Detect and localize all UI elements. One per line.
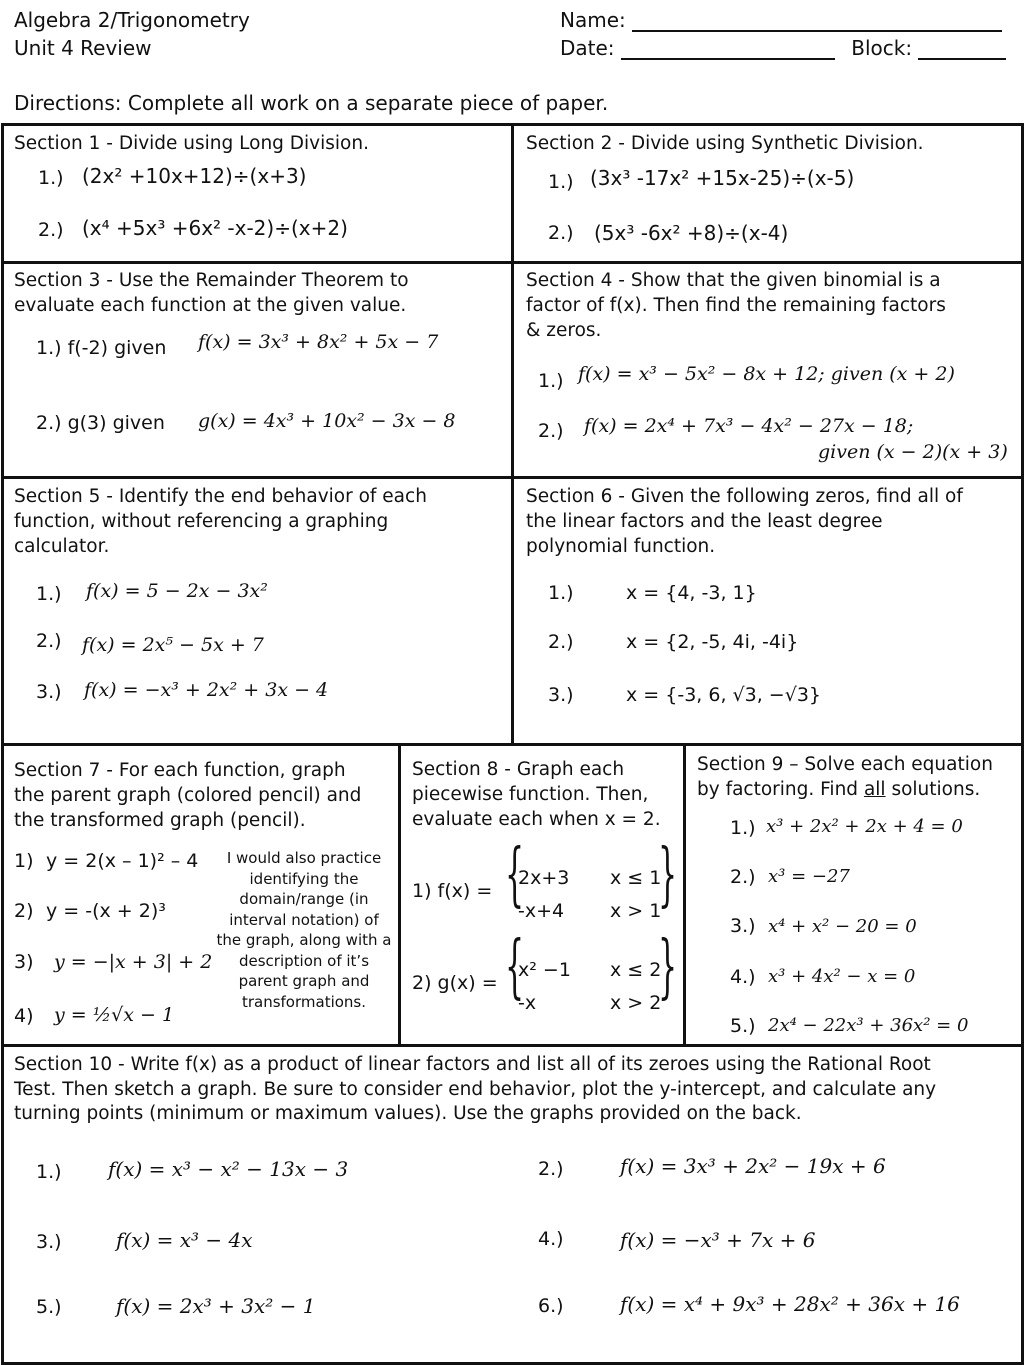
block-label: Block: bbox=[851, 36, 913, 60]
s3-p1-num: 1.) f(-2) given bbox=[36, 337, 167, 359]
section-10-line-3: turning points (minimum or maximum values). Use the graphs provided on the back. bbox=[14, 1103, 802, 1124]
s1-p1-expr: (2x² +10x+12)÷(x+3) bbox=[82, 164, 307, 188]
s9-p1-num: 1.) bbox=[730, 817, 756, 839]
s5-p1-num: 1.) bbox=[36, 583, 62, 605]
s4-p2-expr: f(x) = 2x⁴ + 7x³ − 4x² − 27x − 18; bbox=[584, 415, 914, 437]
s10-p2-num: 2.) bbox=[538, 1158, 564, 1180]
s8-p2-piece-2: -x bbox=[518, 992, 537, 1014]
name-field[interactable] bbox=[560, 8, 1002, 32]
s7-p3-expr: y = −|x + 3| + 2 bbox=[54, 951, 213, 973]
s10-p3-num: 3.) bbox=[36, 1231, 62, 1253]
course-title: Algebra 2/Trigonometry bbox=[14, 8, 250, 32]
s4-p1-expr: f(x) = x³ − 5x² − 8x + 12; given (x + 2) bbox=[578, 363, 955, 385]
section-7-title-3: the transformed graph (pencil). bbox=[14, 810, 306, 831]
s9-p5-num: 5.) bbox=[730, 1015, 756, 1037]
s9-p3-expr: x⁴ + x² − 20 = 0 bbox=[768, 916, 917, 937]
section-5-title-3: calculator. bbox=[14, 536, 110, 557]
section-9-title-1: Section 9 – Solve each equation bbox=[697, 754, 993, 775]
name-label: Name: bbox=[560, 8, 626, 32]
section-3-title-1: Section 3 - Use the Remainder Theorem to bbox=[14, 270, 409, 291]
section-1-title: Section 1 - Divide using Long Division. bbox=[14, 133, 369, 154]
s7-p2-num: 2) bbox=[14, 900, 34, 922]
section-5-title-1: Section 5 - Identify the end behavior of each bbox=[14, 486, 427, 507]
s7-p3-num: 3) bbox=[14, 951, 34, 973]
date-block-fields bbox=[560, 36, 1006, 60]
s10-p1-expr: f(x) = x³ − x² − 13x − 3 bbox=[108, 1157, 349, 1181]
s9-p2-expr: x³ = −27 bbox=[768, 866, 850, 887]
s4-p2-given: given (x − 2)(x + 3) bbox=[818, 441, 1008, 463]
date-line[interactable] bbox=[621, 40, 835, 60]
s8-p1-left-brace: { bbox=[505, 835, 525, 916]
s2-p1-expr: (3x³ -17x² +15x-25)÷(x-5) bbox=[590, 166, 855, 190]
s8-p1-piece-2: -x+4 bbox=[518, 900, 565, 922]
directions: Directions: Complete all work on a separate piece of paper. bbox=[14, 91, 609, 115]
s10-p1-num: 1.) bbox=[36, 1161, 62, 1183]
section-8-title-2: piecewise function. Then, bbox=[412, 784, 649, 805]
s8-p2-right-brace: } bbox=[658, 927, 678, 1008]
s5-p3-num: 3.) bbox=[36, 681, 62, 703]
s1-p1-num: 1.) bbox=[38, 167, 64, 189]
block-line[interactable] bbox=[918, 40, 1006, 60]
s10-p5-num: 5.) bbox=[36, 1296, 62, 1318]
s6-p2-num: 2.) bbox=[548, 631, 574, 653]
section-6-title-2: the linear factors and the least degree bbox=[526, 511, 883, 532]
s9-p1-expr: x³ + 2x² + 2x + 4 = 0 bbox=[766, 816, 963, 837]
date-label: Date: bbox=[560, 36, 615, 60]
s7-practice-note: I would also practice identifying the domain/range (in interval notation) of the graph, along with a description of it’s parent graph and transformations. bbox=[216, 849, 392, 1011]
s7-p2-expr: y = -(x + 2)³ bbox=[46, 900, 166, 922]
s4-p1-num: 1.) bbox=[538, 370, 564, 392]
section-2-title: Section 2 - Divide using Synthetic Division. bbox=[526, 133, 924, 154]
s6-p2-expr: x = {2, -5, 4i, -4i} bbox=[626, 631, 799, 653]
s3-p2-num: 2.) g(3) given bbox=[36, 412, 165, 434]
section-3-title-2: evaluate each function at the given value. bbox=[14, 295, 407, 316]
s9-p4-expr: x³ + 4x² − x = 0 bbox=[768, 966, 916, 987]
section-5-title-2: function, without referencing a graphing bbox=[14, 511, 389, 532]
s5-p3-expr: f(x) = −x³ + 2x² + 3x − 4 bbox=[84, 679, 329, 701]
section-7-title-1: Section 7 - For each function, graph bbox=[14, 760, 346, 781]
s9-p3-num: 3.) bbox=[730, 915, 756, 937]
s5-p2-expr: f(x) = 2x⁵ − 5x + 7 bbox=[82, 634, 264, 656]
section-8-title-3: evaluate each when x = 2. bbox=[412, 809, 661, 830]
section-8-title-1: Section 8 - Graph each bbox=[412, 759, 625, 780]
s10-p6-num: 6.) bbox=[538, 1295, 564, 1317]
s2-p2-expr: (5x³ -6x² +8)÷(x-4) bbox=[594, 221, 789, 245]
s9-p2-num: 2.) bbox=[730, 866, 756, 888]
s6-p3-expr: x = {-3, 6, √3, −√3} bbox=[626, 684, 822, 706]
s10-p4-num: 4.) bbox=[538, 1228, 564, 1250]
s7-p4-expr: y = ½√x − 1 bbox=[54, 1004, 175, 1026]
s10-p3-expr: f(x) = x³ − 4x bbox=[116, 1228, 253, 1252]
s6-p3-num: 3.) bbox=[548, 684, 574, 706]
s3-p1-expr: f(x) = 3x³ + 8x² + 5x − 7 bbox=[198, 331, 439, 353]
unit-title: Unit 4 Review bbox=[14, 36, 152, 60]
name-line[interactable] bbox=[632, 12, 1002, 32]
s3-p2-expr: g(x) = 4x³ + 10x² − 3x − 8 bbox=[198, 410, 456, 432]
section-4-title-3: & zeros. bbox=[526, 320, 602, 341]
s7-p1-expr: y = 2(x – 1)² – 4 bbox=[46, 850, 199, 872]
s10-p2-expr: f(x) = 3x³ + 2x² − 19x + 6 bbox=[620, 1154, 886, 1178]
section-4-title-2: factor of f(x). Then find the remaining factors bbox=[526, 295, 946, 316]
s8-p2-cond-1: x ≤ 2 bbox=[610, 959, 662, 981]
s7-p4-num: 4) bbox=[14, 1005, 34, 1027]
s6-p1-num: 1.) bbox=[548, 582, 574, 604]
s7-p1-num: 1) bbox=[14, 850, 34, 872]
section-6-title-1: Section 6 - Given the following zeros, find all of bbox=[526, 486, 963, 507]
s8-p2-piece-1: x² −1 bbox=[518, 959, 571, 981]
s8-p2-lhs: 2) g(x) = bbox=[412, 972, 498, 994]
section-10-line-1: Section 10 - Write f(x) as a product of linear factors and list all of its zeroes using the Rational Root bbox=[14, 1054, 931, 1075]
underlined-all: all bbox=[863, 779, 886, 800]
s8-p1-piece-1: 2x+3 bbox=[518, 867, 570, 889]
s5-p2-num: 2.) bbox=[36, 630, 62, 652]
s2-p2-num: 2.) bbox=[548, 222, 574, 244]
s10-p5-expr: f(x) = 2x³ + 3x² − 1 bbox=[116, 1294, 316, 1318]
s5-p1-expr: f(x) = 5 − 2x − 3x² bbox=[86, 580, 268, 602]
s8-p2-left-brace: { bbox=[505, 927, 525, 1008]
s2-p1-num: 1.) bbox=[548, 171, 574, 193]
section-6-title-3: polynomial function. bbox=[526, 536, 716, 557]
section-4-title-1: Section 4 - Show that the given binomial is a bbox=[526, 270, 941, 291]
s8-p1-lhs: 1) f(x) = bbox=[412, 880, 493, 902]
section-7-title-2: the parent graph (colored pencil) and bbox=[14, 785, 362, 806]
s10-p6-expr: f(x) = x⁴ + 9x³ + 28x² + 36x + 16 bbox=[620, 1292, 960, 1316]
s10-p4-expr: f(x) = −x³ + 7x + 6 bbox=[620, 1228, 816, 1252]
s9-p4-num: 4.) bbox=[730, 966, 756, 988]
s8-p2-cond-2: x > 2 bbox=[610, 992, 662, 1014]
s9-p5-expr: 2x⁴ − 22x³ + 36x² = 0 bbox=[768, 1015, 969, 1036]
s1-p2-expr: (x⁴ +5x³ +6x² -x-2)÷(x+2) bbox=[82, 216, 348, 240]
s1-p2-num: 2.) bbox=[38, 219, 64, 241]
section-10-line-2: Test. Then sketch a graph. Be sure to consider end behavior, plot the y-intercept, and calculate any bbox=[14, 1079, 937, 1100]
section-9-title-2: by factoring. Find all solutions. bbox=[697, 779, 981, 800]
s8-p1-cond-1: x ≤ 1 bbox=[610, 867, 662, 889]
s6-p1-expr: x = {4, -3, 1} bbox=[626, 582, 757, 604]
s8-p1-right-brace: } bbox=[658, 835, 678, 916]
s4-p2-num: 2.) bbox=[538, 420, 564, 442]
s8-p1-cond-2: x > 1 bbox=[610, 900, 662, 922]
